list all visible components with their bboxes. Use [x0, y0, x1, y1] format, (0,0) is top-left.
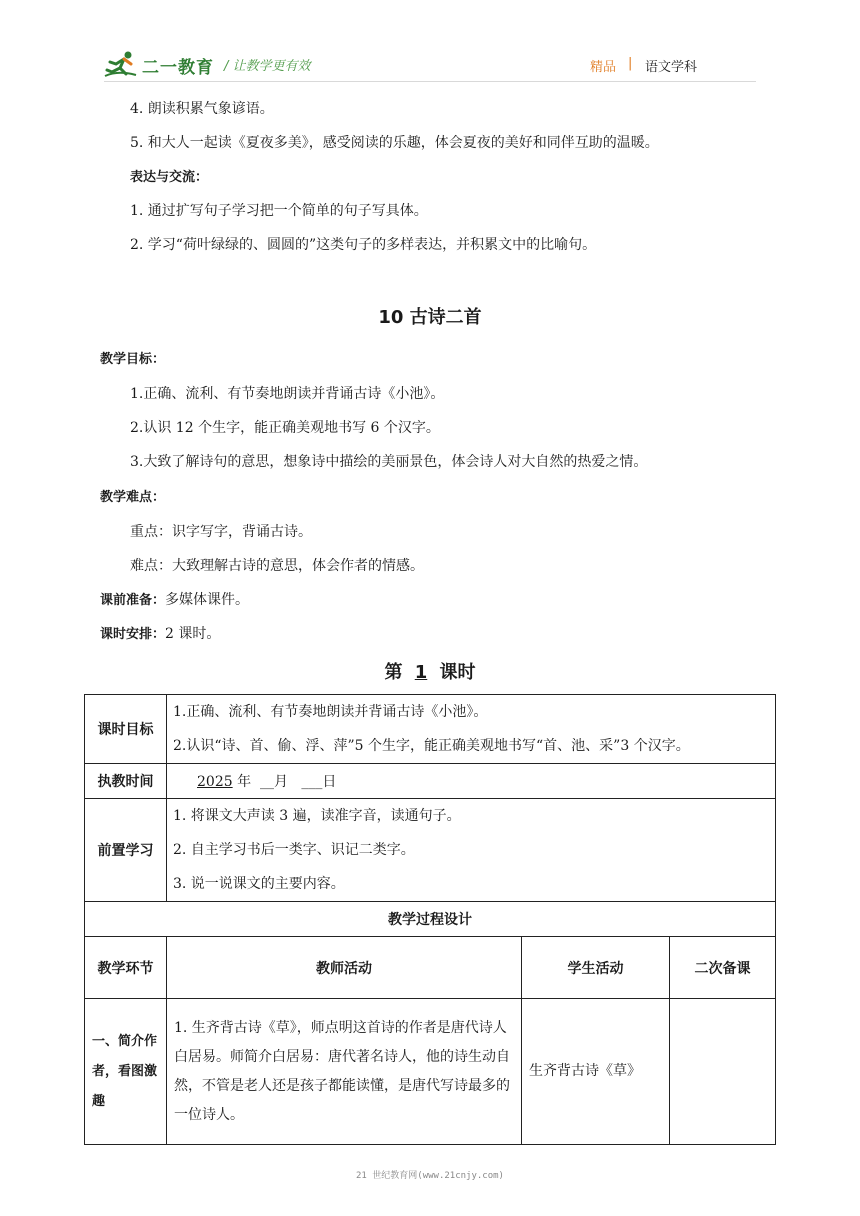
teacher-cell: [167, 999, 522, 1145]
goal-label: 课时目标: [85, 695, 167, 764]
time-day-blank: ___: [301, 774, 323, 790]
difficulty-heading: 教学难点：: [100, 490, 166, 505]
objective-2: 2.认识 12 个生字，能正确美观地书写 6 个汉字。: [130, 420, 440, 436]
goal-row: [85, 695, 776, 764]
design-heading: 教学过程设计: [85, 902, 776, 937]
step-label: 一、简介作者，看图激趣: [92, 1033, 158, 1109]
time-day-unit: 日: [322, 774, 337, 790]
pre-study-row: [85, 799, 776, 902]
time-label: 执教时间: [85, 764, 167, 799]
difficulty-key: 重点：识字写字，背诵古诗。: [130, 524, 312, 540]
pre-study-label: 前置学习: [85, 799, 167, 902]
pre-study-content: [167, 799, 776, 902]
objectives-heading: 教学目标：: [100, 352, 166, 367]
design-heading-row: [85, 902, 776, 937]
time-month-unit: 月: [274, 774, 288, 790]
pre-study-line-1: 1. 将课文大声读 3 遍，读准字音，读通句子。: [173, 808, 461, 824]
student-cell: [522, 999, 670, 1145]
time-content: [167, 764, 776, 799]
quality-badge: 精品: [590, 60, 617, 75]
second-prep-notes: [671, 1068, 774, 1076]
expression-heading: 表达与交流：: [130, 170, 209, 185]
header-divider: [104, 81, 756, 82]
col-step: 教学环节: [85, 937, 167, 999]
goal-content: [167, 695, 776, 764]
objective-3: 3.大致了解诗句的意思，想象诗中描绘的美丽景色，体会诗人对大自然的热爱之情。: [130, 454, 648, 470]
subject-label: 语文学科: [645, 60, 698, 75]
difficulty-hard: 难点：大致理解古诗的意思，体会作者的情感。: [130, 558, 424, 574]
schedule-value: 2 课时。: [165, 626, 221, 642]
page-header: [0, 0, 860, 90]
brand-slogan: / 让教学更有效: [224, 59, 311, 74]
goal-line-2: 2.认识“诗、首、偷、浮、萍”5 个生字，能正确美观地书写“首、池、采”3 个汉字。: [173, 738, 690, 754]
objective-1: 1.正确、流利、有节奏地朗读并背诵古诗《小池》。: [130, 386, 445, 402]
preparation-value: 多媒体课件。: [165, 592, 250, 608]
teacher-activity: 1. 生齐背古诗《草》，师点明这首诗的作者是唐代诗人白居易。师简介白居易：唐代著名诗人，他的诗生动自然，不管是老人还是孩子都能读懂，是唐代写诗最多的一位诗人。: [174, 1019, 510, 1123]
period-title: [0, 658, 860, 684]
period-prefix: 第: [384, 662, 403, 683]
page-footer: 21 世纪教育网(www.21cnjy.com): [356, 1171, 504, 1181]
intro-goal-4: 4. 朗读积累气象谚语。: [130, 101, 274, 117]
student-activity: 生齐背古诗《草》: [529, 1063, 641, 1079]
pre-study-line-2: 2. 自主学习书后一类字、识记二类字。: [173, 842, 415, 858]
schedule-line: [100, 623, 220, 643]
process-row: [85, 999, 776, 1145]
intro-goal-5: 5. 和大人一起读《夏夜多美》，感受阅读的乐趣，体会夏夜的美好和同伴互助的温暖。: [130, 135, 659, 151]
schedule-label: 课时安排：: [100, 627, 166, 642]
goal-line-1: 1.正确、流利、有节奏地朗读并背诵古诗《小池》。: [173, 704, 488, 720]
step-cell: [85, 999, 167, 1145]
time-month-blank: __: [260, 774, 274, 790]
lesson-plan-table: [84, 694, 776, 1145]
preparation-line: [100, 589, 249, 609]
notes-cell: [670, 999, 776, 1145]
period-number: 1: [414, 662, 428, 683]
time-year-unit: 年: [237, 774, 252, 790]
column-header-row: [85, 937, 776, 999]
time-year: 2025: [197, 774, 233, 790]
col-notes: 二次备课: [670, 937, 776, 999]
brand-name: 二一教育: [142, 58, 214, 78]
runner-logo-icon: [104, 50, 138, 78]
pre-study-line-3: 3. 说一说课文的主要内容。: [173, 876, 345, 892]
col-teacher: 教师活动: [167, 937, 522, 999]
expression-item-2: 2. 学习“荷叶绿绿的、圆圆的”这类句子的多样表达，并积累文中的比喻句。: [130, 237, 597, 253]
expression-item-1: 1. 通过扩写句子学习把一个简单的句子写具体。: [130, 203, 428, 219]
lesson-title: 10 古诗二首: [378, 307, 482, 328]
preparation-label: 课前准备：: [100, 593, 166, 608]
period-suffix: 课时: [439, 662, 476, 683]
time-row: [85, 764, 776, 799]
header-separator: |: [628, 56, 633, 71]
col-student: 学生活动: [522, 937, 670, 999]
